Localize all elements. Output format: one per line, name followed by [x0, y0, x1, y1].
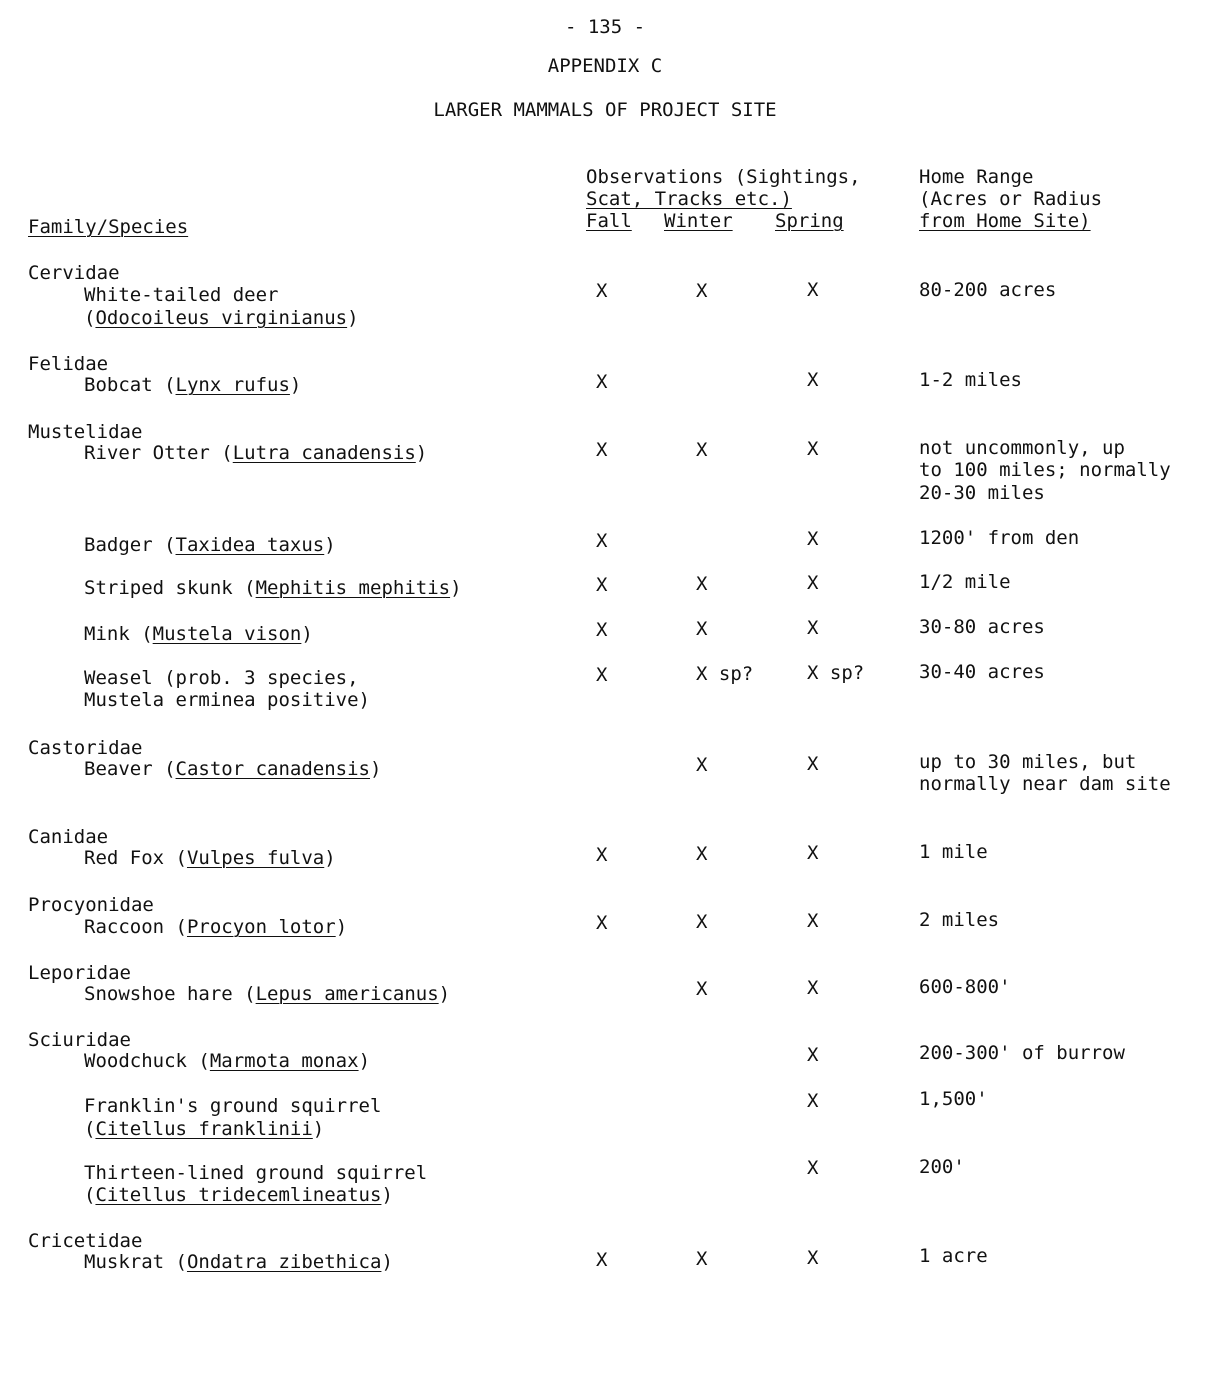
species-latin-name: (Citellus tridecemlineatus)	[84, 1184, 393, 1206]
family-mustelidae: Mustelidae	[28, 421, 143, 443]
winter-mark: X	[696, 280, 708, 302]
species-entry: Raccoon (Procyon lotor)	[84, 916, 348, 938]
family-species-header: Family/Species	[28, 216, 189, 238]
home-range-value: 1 mile	[919, 841, 988, 863]
fall-mark: X	[596, 371, 608, 393]
family-felidae: Felidae	[28, 353, 109, 375]
home-range-value: to 100 miles; normally	[919, 459, 1171, 481]
home-range-value: 1,500'	[919, 1088, 988, 1110]
species-entry: Muskrat (Ondatra zibethica)	[84, 1251, 393, 1273]
family-procyonidae: Procyonidae	[28, 894, 154, 916]
home-range-header-line3: from Home Site)	[919, 210, 1091, 232]
home-range-value: 80-200 acres	[919, 279, 1057, 301]
fall-mark: X	[596, 530, 608, 552]
winter-mark: X	[696, 843, 708, 865]
home-range-value: 600-800'	[919, 976, 1011, 998]
winter-header: Winter	[664, 210, 733, 232]
winter-mark: X	[696, 1248, 708, 1270]
species-entry: River Otter (Lutra canadensis)	[84, 442, 428, 464]
home-range-header-line2: (Acres or Radius	[919, 188, 1103, 210]
appendix-label: APPENDIX C	[547, 55, 663, 77]
spring-mark: X	[807, 1157, 819, 1179]
spring-mark: X	[807, 438, 819, 460]
spring-mark: X	[807, 528, 819, 550]
species-entry: Badger (Taxidea taxus)	[84, 534, 336, 556]
species-common-name: Mustela erminea positive)	[84, 689, 370, 711]
fall-mark: X	[596, 664, 608, 686]
family-castoridae: Castoridae	[28, 737, 143, 759]
fall-mark: X	[596, 439, 608, 461]
spring-header: Spring	[775, 210, 844, 232]
spring-mark: X	[807, 910, 819, 932]
spring-mark: X	[807, 842, 819, 864]
winter-mark: X	[696, 573, 708, 595]
fall-mark: X	[596, 574, 608, 596]
page-number: - 135 -	[564, 16, 646, 38]
home-range-value: 2 miles	[919, 909, 1000, 931]
family-cervidae: Cervidae	[28, 262, 120, 284]
fall-header: Fall	[586, 210, 632, 232]
spring-mark: X	[807, 617, 819, 639]
fall-mark: X	[596, 1249, 608, 1271]
species-latin-name: (Citellus franklinii)	[84, 1118, 325, 1140]
spring-mark: X	[807, 977, 819, 999]
winter-mark: X sp?	[696, 663, 754, 685]
spring-mark: X sp?	[807, 662, 865, 684]
family-cricetidae: Cricetidae	[28, 1230, 143, 1252]
spring-mark: X	[807, 1090, 819, 1112]
winter-mark: X	[696, 754, 708, 776]
home-range-value: not uncommonly, up	[919, 437, 1125, 459]
home-range-value: 20-30 miles	[919, 482, 1045, 504]
family-sciuridae: Sciuridae	[28, 1029, 131, 1051]
fall-mark: X	[596, 619, 608, 641]
family-canidae: Canidae	[28, 826, 109, 848]
spring-mark: X	[807, 753, 819, 775]
species-latin-name: (Odocoileus virginianus)	[84, 307, 359, 329]
spring-mark: X	[807, 279, 819, 301]
home-range-header-line1: Home Range	[919, 166, 1034, 188]
observations-header-line2: Scat, Tracks etc.)	[586, 188, 792, 210]
species-entry: Snowshoe hare (Lepus americanus)	[84, 983, 451, 1005]
species-entry: Bobcat (Lynx rufus)	[84, 374, 302, 396]
species-entry: Red Fox (Vulpes fulva)	[84, 847, 336, 869]
winter-mark: X	[696, 978, 708, 1000]
species-common-name: White-tailed deer	[84, 284, 279, 306]
spring-mark: X	[807, 1247, 819, 1269]
spring-mark: X	[807, 1044, 819, 1066]
winter-mark: X	[696, 618, 708, 640]
species-entry: Woodchuck (Marmota monax)	[84, 1050, 371, 1072]
species-common-name: Thirteen-lined ground squirrel	[84, 1162, 428, 1184]
spring-mark: X	[807, 572, 819, 594]
home-range-value: 200-300' of burrow	[919, 1042, 1125, 1064]
observations-header-line1: Observations (Sightings,	[586, 166, 861, 188]
winter-mark: X	[696, 439, 708, 461]
species-entry: Striped skunk (Mephitis mephitis)	[84, 577, 462, 599]
spring-mark: X	[807, 369, 819, 391]
home-range-value: up to 30 miles, but	[919, 751, 1137, 773]
family-leporidae: Leporidae	[28, 962, 131, 984]
page-title: LARGER MAMMALS OF PROJECT SITE	[433, 99, 777, 121]
species-common-name: Franklin's ground squirrel	[84, 1095, 382, 1117]
species-entry: Mink (Mustela vison)	[84, 623, 313, 645]
home-range-value: normally near dam site	[919, 773, 1171, 795]
fall-mark: X	[596, 912, 608, 934]
fall-mark: X	[596, 280, 608, 302]
winter-mark: X	[696, 911, 708, 933]
home-range-value: 1-2 miles	[919, 369, 1022, 391]
fall-mark: X	[596, 844, 608, 866]
home-range-value: 1200' from den	[919, 527, 1080, 549]
home-range-value: 1/2 mile	[919, 571, 1011, 593]
home-range-value: 200'	[919, 1156, 965, 1178]
home-range-value: 1 acre	[919, 1245, 988, 1267]
home-range-value: 30-80 acres	[919, 616, 1045, 638]
species-common-name: Weasel (prob. 3 species,	[84, 667, 359, 689]
home-range-value: 30-40 acres	[919, 661, 1045, 683]
species-entry: Beaver (Castor canadensis)	[84, 758, 382, 780]
